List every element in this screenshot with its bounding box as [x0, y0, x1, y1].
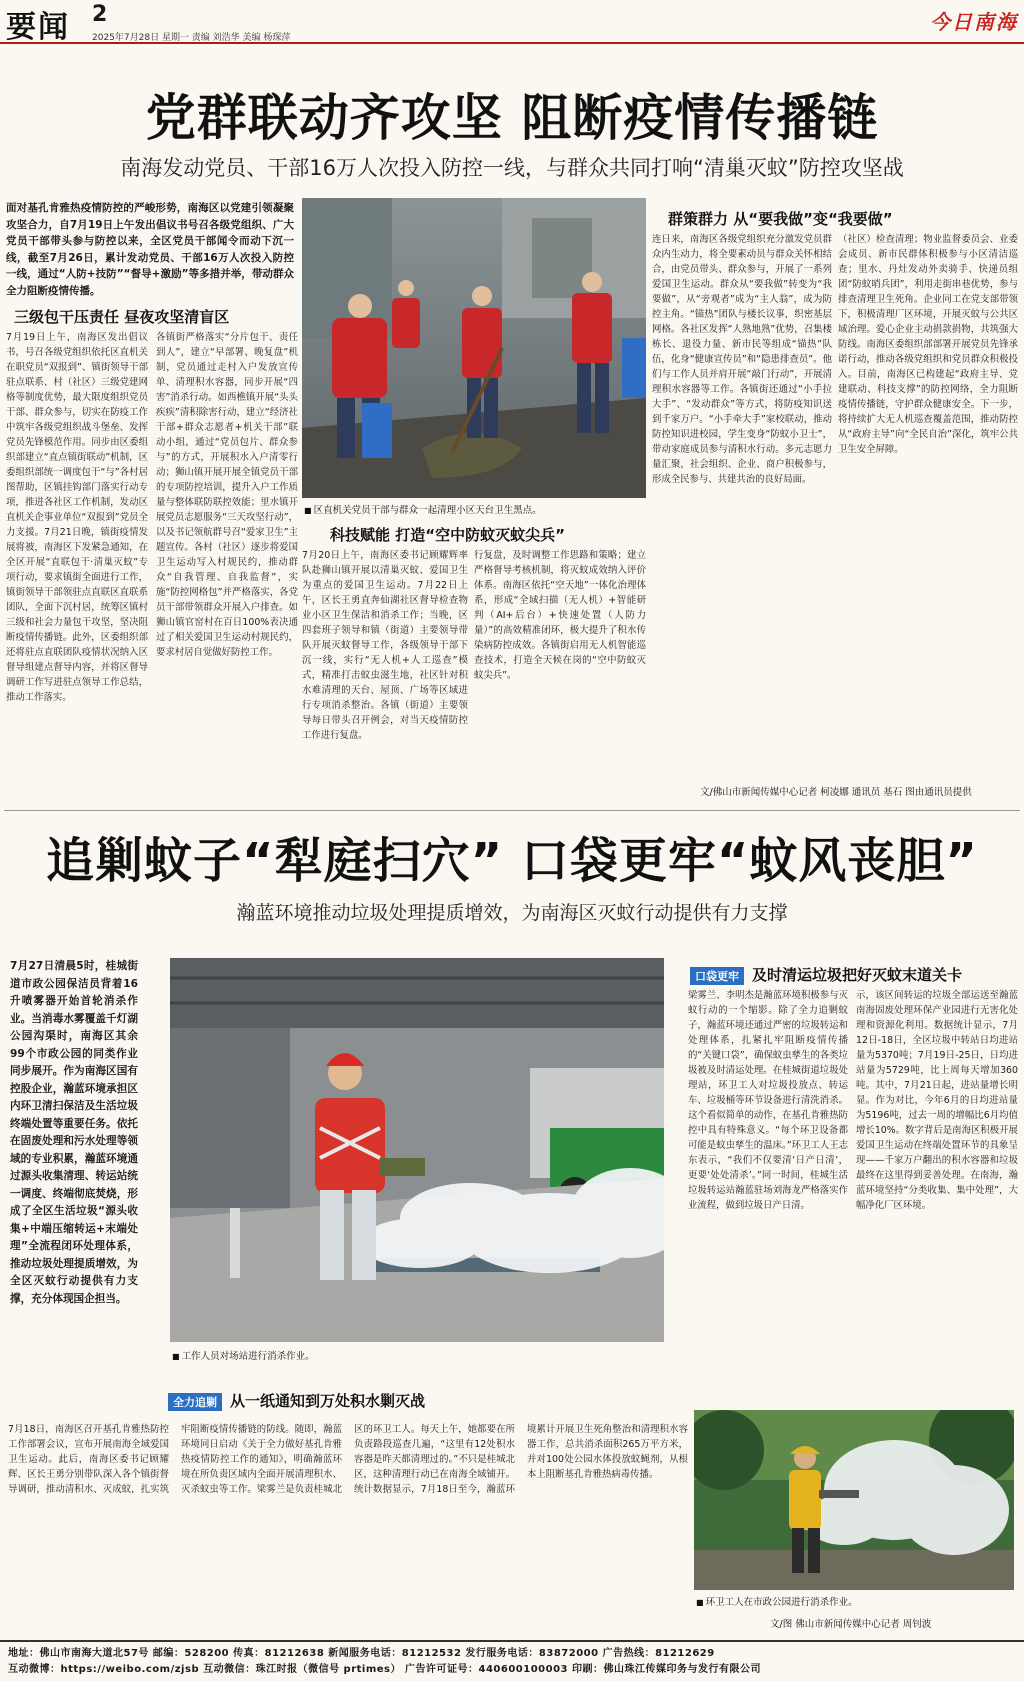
story2-sub2-body: 7月18日，南海区召开基孔肯雅热防控工作部署会议，宣布开展南海全域爱国卫生运动。此后，南海区委书记顾耀辉、区长王勇分别带队深入各个镇街督导调研，推动清积水、灭成蚊，扎实筑牢阻断疫情传播链的防线。随即，瀚蓝环境同日启动《关于全力做好基孔肯雅热疫情防控工作的通知》，明确瀚蓝环境在所负责区域内全面开展清理积水、灭杀蚊虫等工作。梁雾兰是负责桂城北区的环卫工人。每天上午，她都要在所负责路段巡查几遍，“这里有12处积水容器是昨天都清理过的。”不只是桂城北区，这种清理行动已在南海全域铺开。统计数据显示，7月18日至今，瀚蓝环境累计开展卫生死角整治和清理积水容器工作，总共消杀面积265万平方米，并对100处公园水体投放蚊蝇剂，从根本上阻断基孔肯雅热病毒传播。 [8, 1424, 688, 1495]
volunteers-photo-caption: ■ 区直机关党员干部与群众一起清理小区天台卫生黑点。 [304, 502, 542, 516]
story2-tag2: 全力追剿 [168, 1393, 222, 1411]
page-number: 2 [92, 2, 108, 27]
story1-sub1-col1: 7月19日上午，南海区发出倡议书，号召各级党组织依托区直机关在职党员“双报到”、镇街领导干部驻点联系、村（社区）三级党建网格等制度优势，最大限度组织党员干部、群众参与，切实在防疫工作中筑牢各级党组织战斗堡垒、发挥党员先锋模范作用。同步由区委组织部建立“直点镇街联动”机制，区委组织部统一调度包干“与”各村居图帮助，区镇挂钩部门落实行动专项，推进各社区工作机制，发动区直机关企事业单位“双报到”党员全力支援。7月21日晚，镇街疫情发展将被，南海区下发紧急通知，在全区开展“直联包干·清巢灭蚊”专项行动，要求镇街全面进行工作，镇街领导干部领驻点直联区直联系团队，全面下沉村居，统筹区镇村三级和社会力量包干攻坚，坚决阻断疫情传播链。此外，区委组织部还将驻点直联团队疫情状况纳入区督导组建点督导内容，并将区督导调研工作写进驻点领导工作总结，推动工作落实。 [6, 332, 148, 703]
story1-sub1-title: 三级包干压责任 昼夜攻坚清盲区 [14, 308, 230, 326]
story1-sub2-col2: 行复盘，及时调整工作思路和策略；建立严格督导考核机制，将灭蚊成效纳入评价体系。南海区依托“空天地”一体化治理体系，形成“全域扫描（无人机）+智能研判（AI+后台）+快速处置（人防力量）”的高效精准闭环，极大提升了积水传染病防控成效。各镇街启用无人机智能巡查技术，打造全天候在岗的“空中防蚊灭蚊尖兵”。 [474, 550, 646, 681]
story2-credit: 文/图 佛山市新闻传媒中心记者 周钊波 [770, 1619, 932, 1630]
story2-lead: 7月27日清晨5时，桂城街道市政公园保洁员背着16升喷雾器开始首轮消杀作业。当消毒水雾覆盖千灯湖公园沟渠时，南海区其余99个市政公园的同类作业同步展开。作为南海区国有控股企业，瀚蓝环境承担区内环卫清扫保洁及生活垃圾终端处置等重要任务。依托在固废处理和污水处理等领域的专业积累，瀚蓝环境通过源头收集清理、转运站统一调度、终端彻底焚烧，形成了全区生活垃圾“源头收集+中端压缩转运+末端处理”全流程闭环处理体系，推动垃圾处理提质增效，为全区灭蚊行动提供有力支撑，充分体现国企担当。 [10, 960, 138, 1305]
footer-line1: 地址：佛山市南海大道北57号 邮编：528200 传真：81212638 新闻服务电话：81212532 发行服务电话：83872000 广告热线：81212629 [8, 1648, 715, 1659]
story1-credit: 文/佛山市新闻传媒中心记者 柯凌娜 通讯员 基石 图由通讯员提供 [700, 787, 972, 798]
story1-sub2-title: 科技赋能 打造“空中防蚊灭蚊尖兵” [330, 526, 565, 544]
story1-headline: 党群联动齐攻坚 阻断疫情传播链 [145, 89, 879, 147]
story1-sub1-col2: 各镇街严格落实“分片包干、责任到人”，建立“早部署、晚复盘”机制，党员通过走村入户发放宣传单、清理积水容器，同步开展“四害”消杀行动。如西樵镇开展“头头疾疾”清积除害行动，建立“经济社干部+群众志愿者+机关干部”联动小组，通过“党员包片、群众参与”的方式，开展积水入户清零行动；狮山镇开展开展全镇党员干部的专项防控培训，提升入户工作质量与整体联防联控效能；里水镇开展党员志愿服务“三天攻坚行动”，以及书记领航群号召“爱家卫生”主题宣传。各村（社区）逐步将爱国卫生运动写入村规民约，推动群众“自我管理、自我监督”，实施“防控网格包”并严格落实，各党员干部带领群众开展入户排查。如狮山镇官窑村在百日100%表决通过了相关爱国卫生运动村规民约，要求村居自觉做好防控工作。 [156, 332, 298, 658]
footer-line2: 互动微博：https://weibo.com/zjsb 互动微信：珠江时报（微信号 prtimes） 广告许可证号：440600100003 印刷：佛山珠江传媒印务与发行有限公司 [8, 1664, 761, 1675]
story2-headline: 追剿蚊子“犁庭扫穴” 口袋更牢“蚊风丧胆” [46, 833, 978, 889]
story2-sub1-col1: 梁雾兰、李明杰是瀚蓝环境积极参与灭蚊行动的一个缩影。除了全力追剿蚊子，瀚蓝环境还通过严密的垃圾转运和处理体系，扎紧扎牢阻断疫情传播的“关键口袋”，确保蚊虫孳生的各类垃圾被及时清运处理。在桂城街道垃圾处理站，环卫工人对垃圾投放点、转运车、垃圾桶等环节设备进行清洗消杀。这个看似简单的动作，在基孔肯雅热防控中具有特殊意义。“每个环卫设备都可能是蚊虫孳生的温床。”环卫工人王志东表示，“我们不仅要清‘日产日清’，更要‘处处清杀’。”同一时间，桂城生活垃圾转运站瀚蓝驻场刘海龙严格落实作业流程，做到垃圾日产日清。 [688, 990, 848, 1211]
worker-spraying-photo-caption: ■ 环卫工人在市政公园进行消杀作业。 [696, 1594, 858, 1608]
divider [4, 810, 1020, 811]
story1-sub3-col2: （社区）检查清理；物业监督委员会、业委会成员、新市民群体积极参与小区清洁巡查；里水、丹灶发动外卖骑手、快递员组团“防蚊哨兵团”，利用走街串巷优势，参与排查清理卫生死角。企业同工在党支部带领下，积极清理厂区环境，开展灭蚊与公共区域治理。爱心企业主动捐款捐物，共筑强大防线。南海区委组织部部署开展党员先锋承诺行动，推动各级党组织和党员群众积极投入。目前，南海区已构建起“政府主导、党建联动、科技支撑”的防控网络，全力阻断疫情传播链，守护群众健康安全。下一步，将持续扩大无人机巡查覆盖范围，推动防控从“政府主导”向“全民自治”深化，筑牢公共卫生安全屏障。 [838, 234, 1018, 455]
story2-tag1: 口袋更牢 [690, 967, 744, 985]
story1-subhead: 南海发动党员、干部16万人次投入防控一线，与群众共同打响“清巢灭蚊”防控攻坚战 [120, 156, 904, 180]
section-name: 要闻 [6, 10, 70, 45]
disinfection-photo [170, 958, 664, 1342]
story1-sub3-col1: 连日来，南海区各级党组织充分激发党员群众内生动力，将全要素动员与群众关怀相结合，由党员带头、群众参与，开展了一系列爱国卫生运动。群众从“要我做”转变为“我要做”，从“旁观者”成为“主人翁”，成为防控主角。“锚热”团队与楼长议事，织密基层网格。各社区发挥“人熟地熟”优势，召集楼栋长、退役力量、新市民等组成“锚热”队伍，化身“健康宣传员”和“隐患排查员”。他们与工作人员并肩开展“敲门行动”，开展清理积水容器等工作。各镇街还通过“小手拉大手”、“发动群众”等方式，将防疫知识送到千家万户。“小手牵大手”家校联动，推动防控知识进校园，学生变身“防蚊小卫士”，带动家庭成员参与清积水行动。多元志愿力量汇聚，社会组织、企业、商户积极参与，形成全民参与、共建共治的良好局面。 [652, 234, 832, 485]
newspaper-logo: 今日南海 [930, 10, 1018, 34]
story2-sub1-col2: 示，该区间转运的垃圾全部运送至瀚蓝南海固废处理环保产业园进行无害化处理和资源化利用。数据统计显示，7月12日-18日，全区垃圾中转站日均进站量为5370吨；7月19日-25日，日均进站量为5729吨，比上周每天增加360吨。其中，7月21日起，进站量增长明显。作为对比，今年6月的日均进站量为5196吨，过去一周的增幅比6月均值增长10%。数字背后是南海区积极开展爱国卫生运动在终端处置环节的具象呈现——千家万户翻出的积水容器和垃圾最终在这里得到妥善处理。在南海，瀚蓝环境坚持“分类收集、集中处理”，大幅净化厂区环境。 [856, 990, 1018, 1211]
footer [0, 1640, 1024, 1681]
date-line: 2025年7月28日 星期一 责编 刘浩华 美编 杨琛萍 [92, 33, 291, 43]
story2-sub2-title: 从一纸通知到万处积水剿灭战 [230, 1392, 426, 1410]
story2-subhead: 瀚蓝环境推动垃圾处理提质增效，为南海区灭蚊行动提供有力支撑 [236, 902, 788, 924]
worker-spraying-photo [694, 1410, 1014, 1590]
story2-sub2-header [168, 1390, 425, 1411]
story2-sub1-title: 及时清运垃圾把好灭蚊末道关卡 [752, 966, 963, 984]
volunteers-photo [302, 198, 646, 498]
story1-sub2-col1: 7月20日上午，南海区委书记顾耀辉率队赴狮山镇开展以清巢灭蚊、爱国卫生为重点的爱国卫生运动。7月22日上午，区长王勇直奔仙湖社区督导检查物业小区卫生保洁和消杀工作；当晚，区四套班子领导和镇（街道）主要领导带队开展灭蚊督导工作，各级领导干部下沉一线，实行“无人机+人工巡查”模式，精准打击蚊虫滋生地，社区针对积水难清理的天台、屋顶、广场等区域进行专项消杀整治。各镇（街道）主要领导每日带头召开例会，对当天疫情防控工作进行复盘。 [302, 550, 468, 741]
story1-lead: 面对基孔肯雅热疫情防控的严峻形势，南海区以党建引领凝聚攻坚合力，自7月19日上午发出倡议书号召各级党组织、广大党员干部带头参与防控以来，全区党员干部闻令而动下沉一线，截至7月26日，累计发动党员、干部16万人次投入防控一线，通过“人防+技防”“督导+激励”等多措并举，带动群众全力阻断疫情传播。 [6, 202, 294, 297]
story1-sub3-title: 群策群力 从“要我做”变“我要做” [668, 210, 893, 228]
disinfection-photo-caption: ■ 工作人员对场站进行消杀作业。 [172, 1348, 315, 1362]
story2-sub1-header [690, 964, 962, 985]
